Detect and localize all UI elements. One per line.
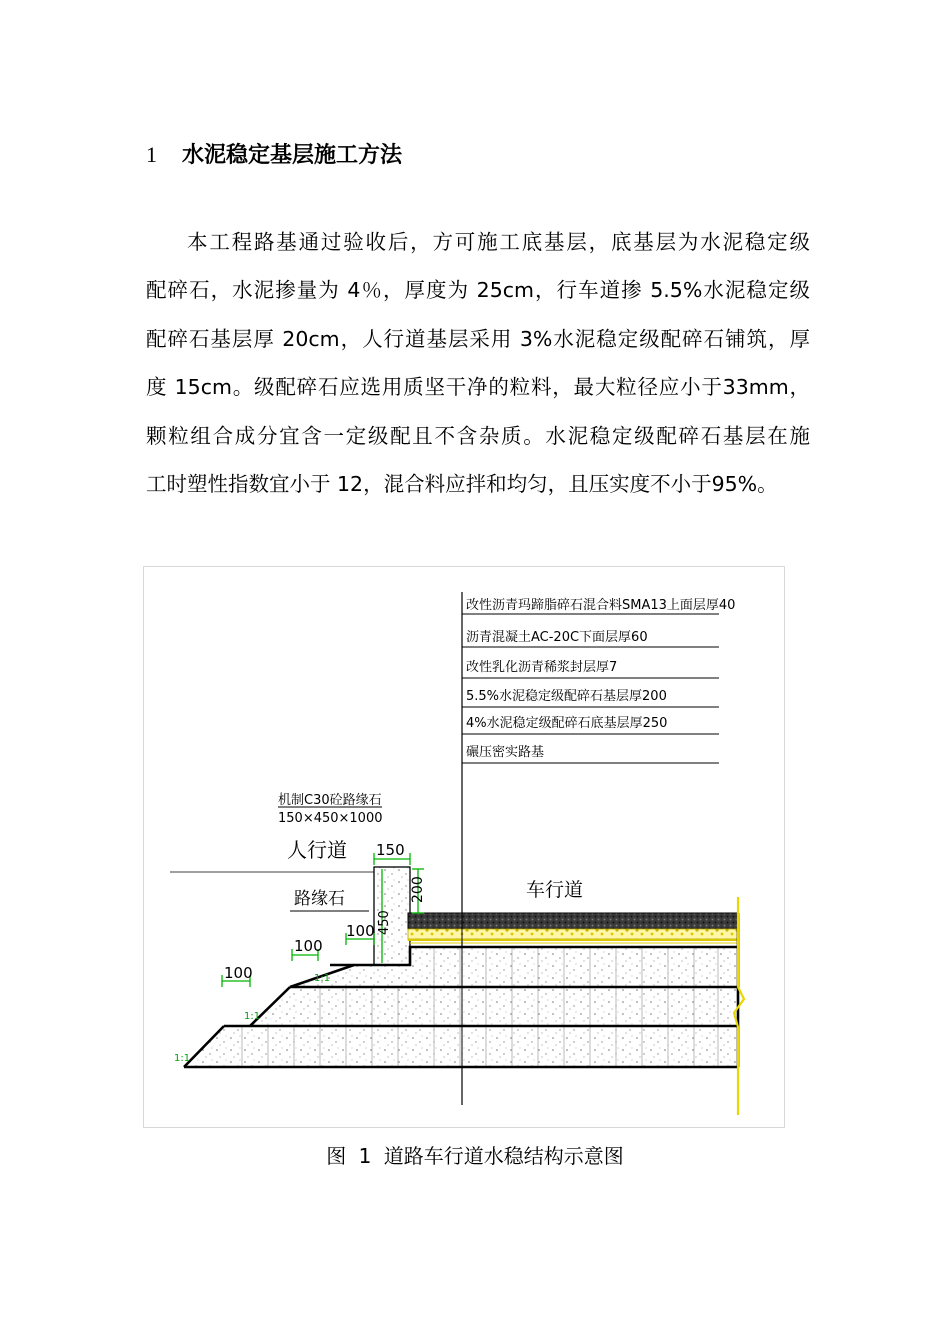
sidewalk-label: 人行道 — [287, 838, 347, 862]
layer-label: 沥青混凝土AC-20C下面层厚60 — [466, 630, 648, 645]
paragraph-line: 度 15cm。级配碎石应选用质坚干净的粒料，最大粒径应小于33mm， — [146, 375, 810, 400]
seal-coat-layer — [408, 929, 738, 939]
dim-450: 450 — [377, 910, 392, 935]
paragraph-line: 颗粒组合成分宜含一定级配且不含杂质。水泥稳定级配碎石基层在施 — [146, 423, 810, 448]
body-paragraph — [146, 218, 810, 508]
caption-prefix: 图 — [326, 1144, 347, 1168]
curb-title: 机制C30砼路缘石 — [278, 793, 382, 808]
paragraph-line: 配碎石基层厚 20cm，人行道基层采用 3%水泥稳定级配碎石铺筑，厚 — [146, 326, 810, 351]
slope-mark: 1:1 — [314, 973, 331, 984]
dim-100: 100 — [294, 937, 323, 955]
dim-150: 150 — [376, 841, 405, 859]
section-number: 1 — [146, 142, 157, 167]
dim-200: 200 — [410, 876, 426, 903]
cement-stabilized-subbase-layer — [250, 987, 738, 1026]
dim-100: 100 — [224, 964, 253, 982]
compacted-subgrade-layer — [184, 1026, 738, 1067]
asphalt-surface-layer — [408, 913, 738, 929]
road-structure-figure — [143, 566, 785, 1128]
paragraph-line: 本工程路基通过验收后，方可施工底基层，底基层为水泥稳定级 — [187, 230, 810, 254]
layer-label: 5.5%水泥稳定级配碎石基层厚200 — [466, 689, 667, 704]
caption-number: 1 — [358, 1144, 372, 1168]
roadway-label: 车行道 — [526, 879, 584, 901]
dim-100: 100 — [346, 922, 375, 940]
layer-label: 改性乳化沥青稀浆封层厚7 — [466, 660, 618, 675]
figure-caption — [0, 1140, 950, 1169]
paragraph-line: 配碎石，水泥掺量为 4％，厚度为 25cm，行车道掺 5.5%水泥稳定级 — [146, 278, 810, 303]
layer-label: 4%水泥稳定级配碎石底基层厚250 — [466, 716, 668, 731]
slope-mark: 1:1 — [174, 1053, 191, 1064]
caption-text: 道路车行道水稳结构示意图 — [383, 1144, 624, 1168]
layer-label: 改性沥青玛蹄脂碎石混合料SMA13上面层厚40 — [466, 598, 736, 613]
curb-size: 150×450×1000 — [278, 811, 383, 826]
layer-label: 碾压密实路基 — [466, 745, 545, 760]
section-title: 水泥稳定基层施工方法 — [182, 143, 403, 168]
slope-mark: 1:1 — [244, 1011, 261, 1022]
road-structure-diagram — [144, 567, 784, 1127]
curb-label: 路缘石 — [294, 889, 345, 909]
section-heading — [146, 138, 402, 169]
paragraph-line: 工时塑性指数宜小于 12，混合料应拌和均匀，且压实度不小于95%。 — [146, 472, 778, 497]
cement-stabilized-base-layer — [290, 947, 738, 987]
